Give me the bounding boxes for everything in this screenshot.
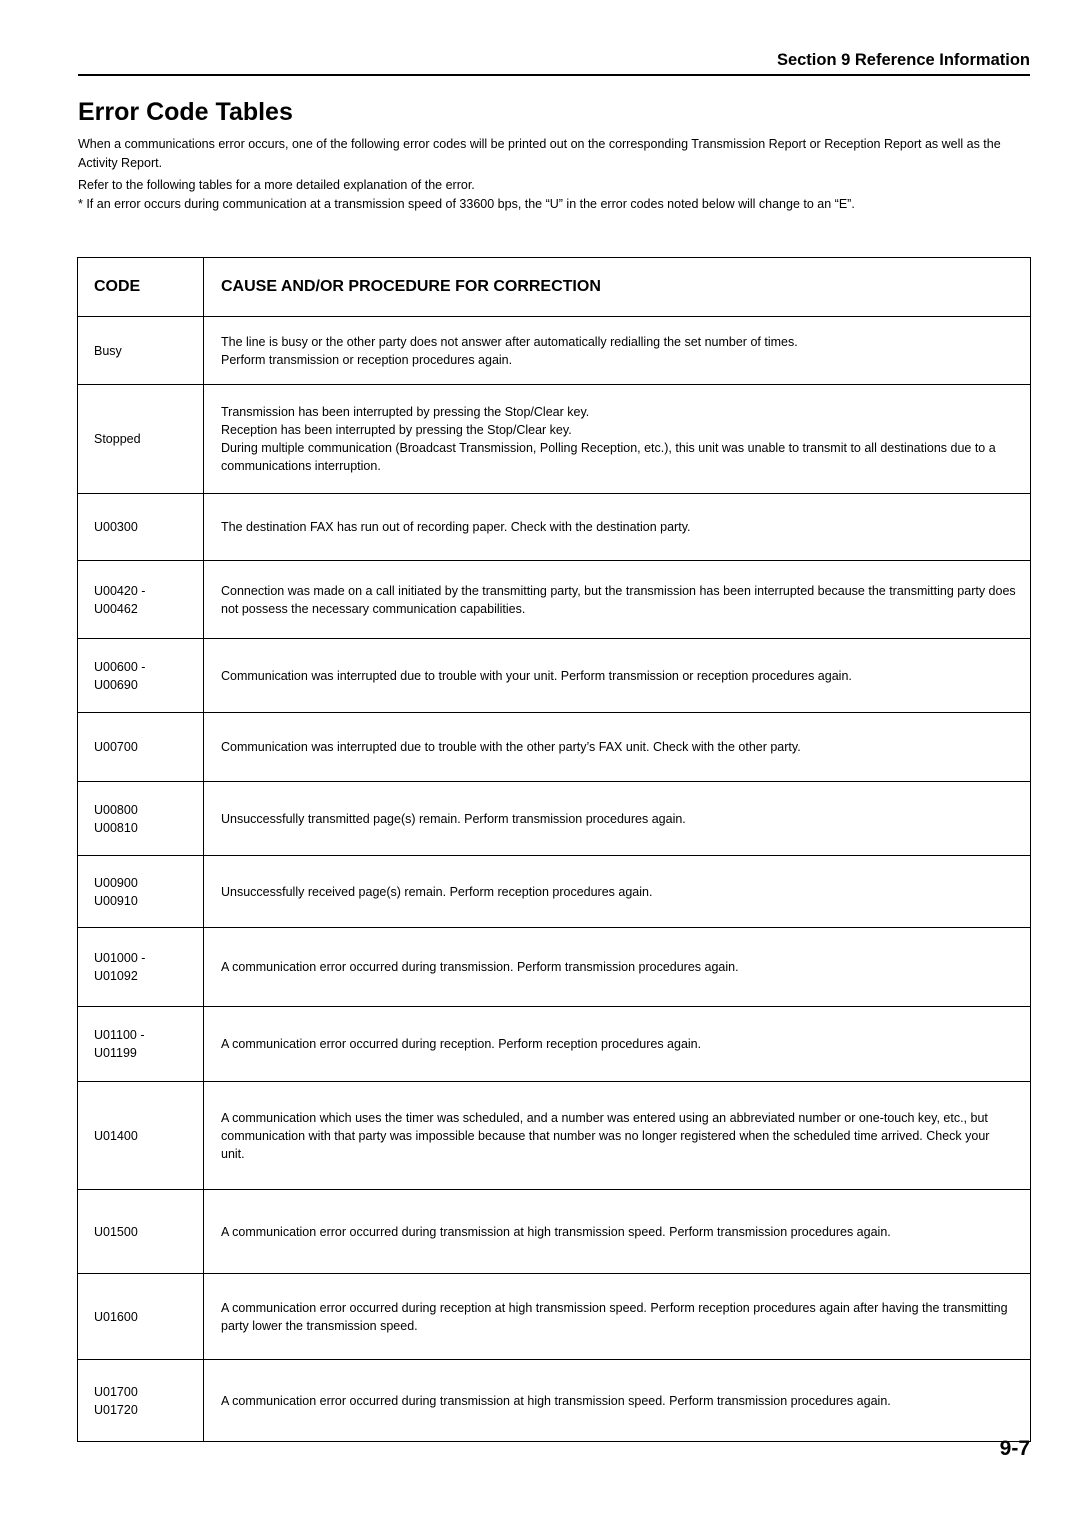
header-rule [78, 74, 1030, 76]
table-row [78, 856, 1031, 928]
code-line: U01720 [94, 1402, 138, 1417]
cause-line: Unsuccessfully transmitted page(s) remain. Perform transmission procedures again. [221, 811, 686, 826]
code-cell [78, 856, 204, 928]
code-line: U00910 [94, 893, 138, 908]
table-row [78, 561, 1031, 639]
cause-cell [204, 782, 1031, 856]
table-row [78, 317, 1031, 385]
code-cell [78, 385, 204, 494]
cause-cell [204, 1274, 1031, 1360]
code-line: U01092 [94, 969, 138, 983]
code-line: U00462 [94, 601, 138, 616]
code-line: Busy [94, 343, 122, 358]
code-line: U01500 [94, 1224, 138, 1239]
cause-cell [204, 1190, 1031, 1274]
cause-cell [204, 385, 1031, 494]
code-cell [78, 928, 204, 1007]
code-line: U01400 [94, 1128, 138, 1143]
code-cell [78, 494, 204, 561]
table-row [78, 1274, 1031, 1360]
code-line: U01199 [94, 1046, 137, 1060]
cause-cell [204, 1007, 1031, 1082]
code-cell [78, 639, 204, 713]
cause-line: A communication error occurred during transmission at high transmission speed. Perform transmission procedures again. [221, 1224, 891, 1239]
code-line: U00810 [94, 820, 138, 835]
code-cell [78, 561, 204, 639]
cause-line: A communication error occurred during transmission. Perform transmission procedures again. [221, 960, 739, 974]
intro-paragraph-1: When a communications error occurs, one of the following error codes will be printed out on the corresponding Transmission Report or Reception Report as well as the Activity Report. [78, 137, 1001, 170]
cause-line: During multiple communication (Broadcast Transmission, Polling Reception, etc.), this unit was unable to transmit to all destinations due to a communications interruption. [221, 441, 996, 473]
code-line: U01700 [94, 1384, 138, 1399]
code-cell [78, 782, 204, 856]
cause-line: The destination FAX has run out of recording paper. Check with the destination party. [221, 520, 691, 534]
code-line: U00690 [94, 677, 138, 692]
cause-line: Unsuccessfully received page(s) remain. Perform reception procedures again. [221, 884, 653, 899]
code-line: U00800 [94, 802, 138, 817]
table-row [78, 713, 1031, 782]
table-row [78, 494, 1031, 561]
cause-cell [204, 561, 1031, 639]
cause-cell [204, 639, 1031, 713]
cause-cell [204, 1360, 1031, 1442]
code-cell [78, 317, 204, 385]
code-cell [78, 1007, 204, 1082]
code-line: U00700 [94, 740, 138, 754]
table-header-row [78, 258, 1031, 317]
code-line: U00300 [94, 520, 138, 534]
cause-line: Communication was interrupted due to trouble with the other party’s FAX unit. Check with the other party. [221, 740, 801, 754]
table-row [78, 1360, 1031, 1442]
code-line: U01600 [94, 1309, 138, 1324]
cause-line: A communication error occurred during reception at high transmission speed. Perform reception procedures again after having the transmitting party lower the transmission speed. [221, 1300, 1008, 1333]
code-cell [78, 1274, 204, 1360]
cause-line: A communication error occurred during transmission at high transmission speed. Perform transmission procedures again. [221, 1393, 891, 1408]
code-line: U01100 - [94, 1028, 145, 1042]
cause-cell [204, 856, 1031, 928]
code-cell [78, 1190, 204, 1274]
section-heading: Section 9 Reference Information [776, 51, 1030, 69]
code-line: U00900 [94, 875, 138, 890]
code-cell [78, 713, 204, 782]
table-row [78, 1007, 1031, 1082]
cause-cell [204, 713, 1031, 782]
table-row [78, 1190, 1031, 1274]
error-code-table [77, 257, 1031, 1442]
code-line: U00420 - [94, 583, 146, 598]
cause-line: Transmission has been interrupted by pressing the Stop/Clear key. [221, 405, 590, 419]
column-header-cause: CAUSE AND/OR PROCEDURE FOR CORRECTION [204, 258, 1031, 317]
code-cell [78, 1360, 204, 1442]
column-header-code: CODE [78, 258, 204, 317]
code-line: U01000 - [94, 951, 146, 965]
page-title: Error Code Tables [78, 98, 293, 126]
code-line: U00600 - [94, 659, 146, 674]
cause-cell [204, 317, 1031, 385]
cause-cell [204, 928, 1031, 1007]
page-number: 9-7 [999, 1437, 1030, 1460]
cause-line: A communication error occurred during reception. Perform reception procedures again. [221, 1037, 702, 1051]
code-cell [78, 1082, 204, 1190]
cause-line: The line is busy or the other party does not answer after automatically redialling the set number of times. [221, 334, 798, 349]
table-row [78, 639, 1031, 713]
cause-line: Reception has been interrupted by pressing the Stop/Clear key. [221, 423, 572, 437]
cause-line: A communication which uses the timer was scheduled, and a number was entered using an abbreviated number or one-touch key, etc., but communication with that party was impossible because that number was no longer registered when the scheduled time arrived. Check your unit. [221, 1110, 990, 1161]
table-row [78, 385, 1031, 494]
table-row [78, 928, 1031, 1007]
table-row [78, 782, 1031, 856]
table-row [78, 1082, 1031, 1190]
cause-line: Connection was made on a call initiated by the transmitting party, but the transmission has been interrupted because the transmitting party does not possess the necessary communication capabilities. [221, 583, 1016, 616]
cause-line: Communication was interrupted due to trouble with your unit. Perform transmission or reception procedures again. [221, 668, 852, 683]
intro-note: * If an error occurs during communication at a transmission speed of 33600 bps, the “U” in the error codes noted below will change to an “E”. [78, 197, 855, 211]
code-line: Stopped [94, 432, 141, 446]
cause-cell [204, 494, 1031, 561]
cause-line: Perform transmission or reception procedures again. [221, 352, 513, 367]
cause-cell [204, 1082, 1031, 1190]
intro-paragraph-2: Refer to the following tables for a more detailed explanation of the error. [78, 178, 475, 192]
